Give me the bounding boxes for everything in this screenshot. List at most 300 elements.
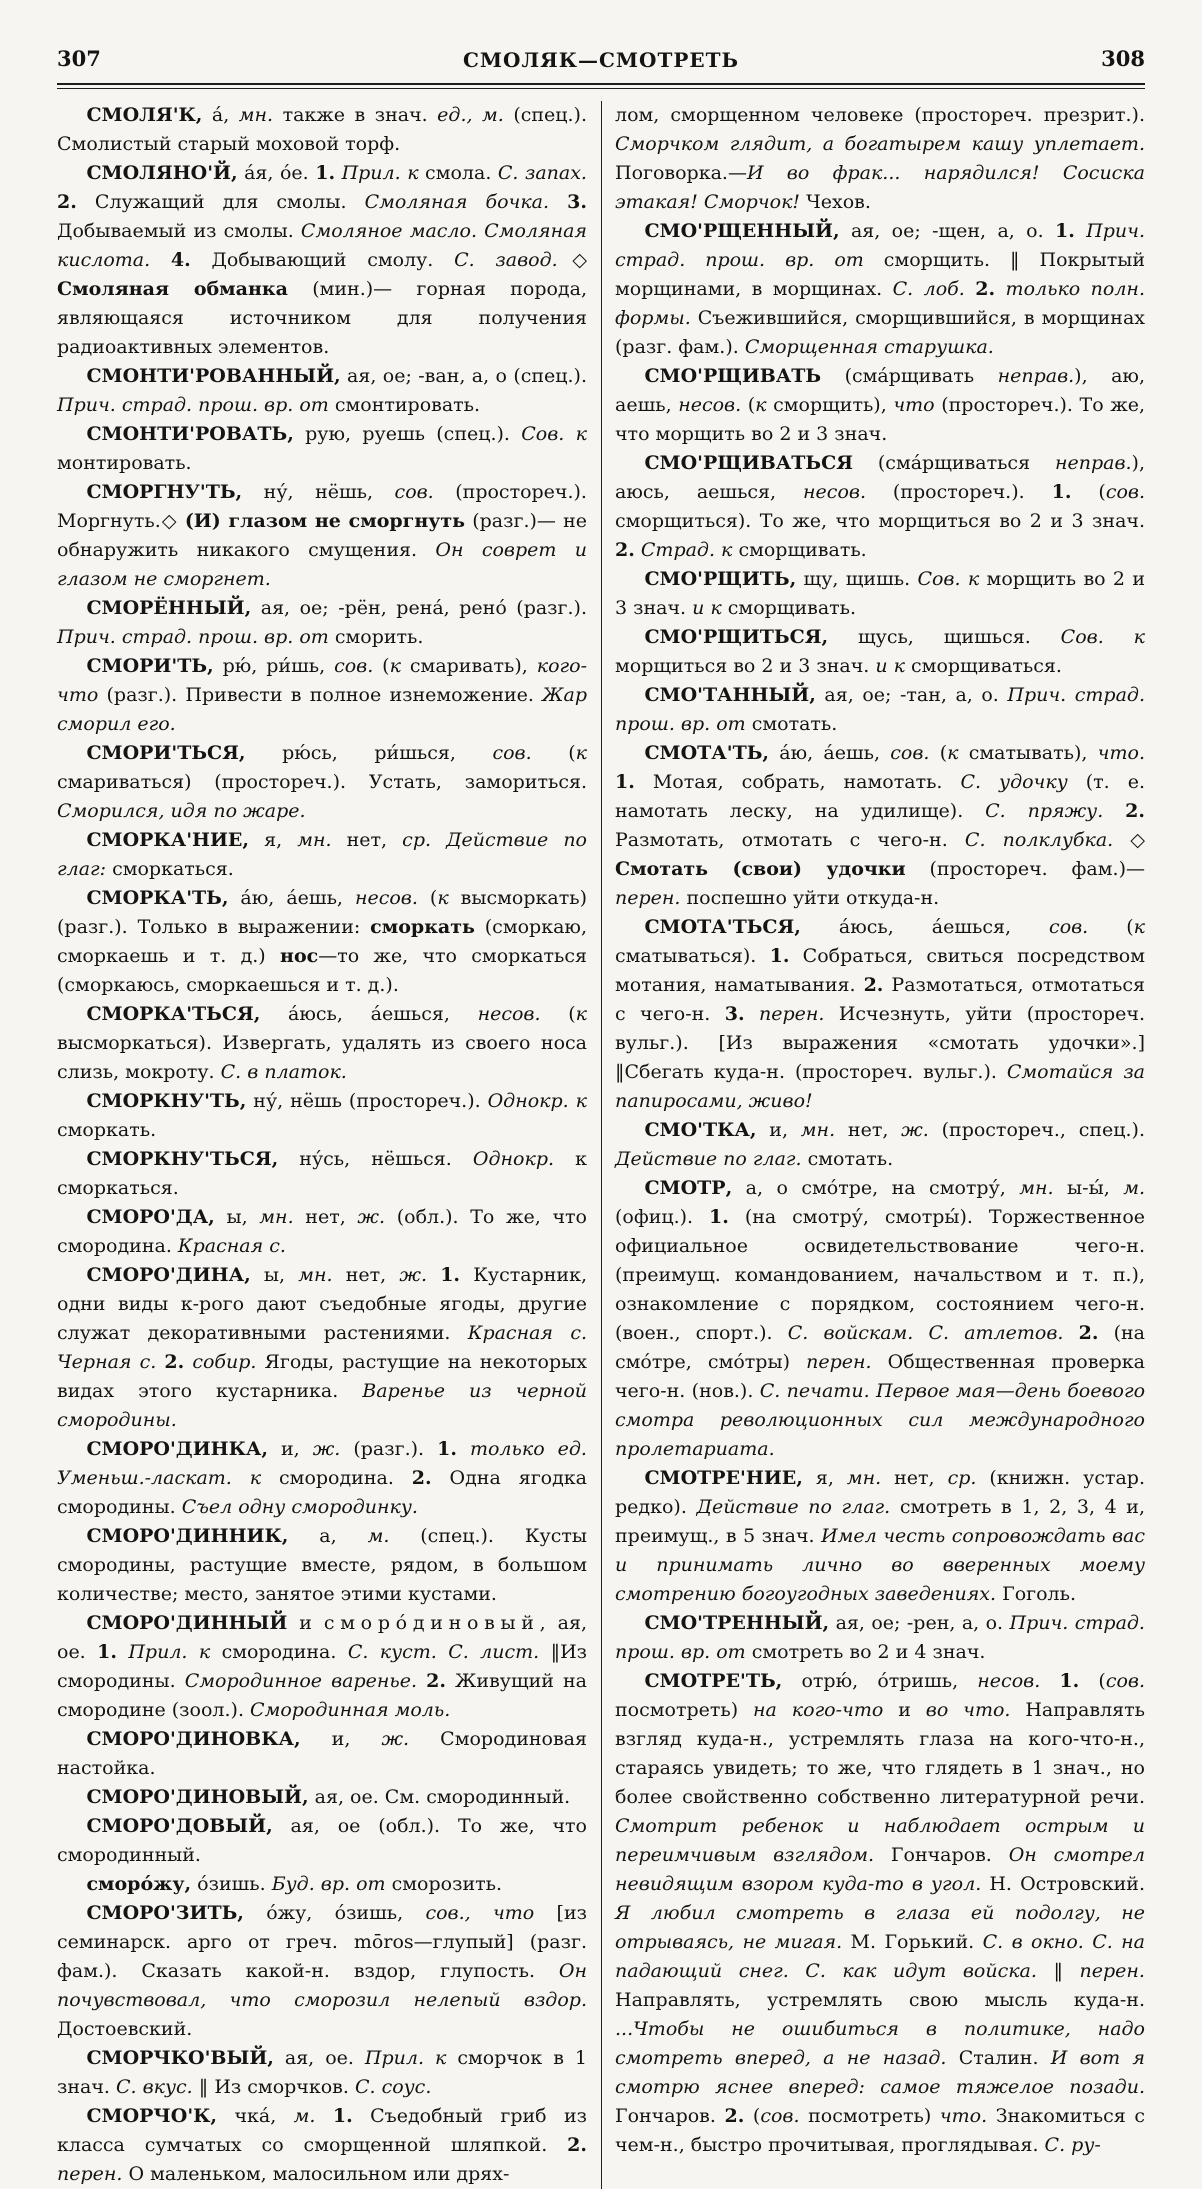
entry-segment: Размотать, отмотать с чего-н. <box>615 829 965 851</box>
entry-segment: сморкать <box>370 916 475 938</box>
entry-segment: С. запах. <box>497 162 587 184</box>
entry-segment: С. ру- <box>1044 2134 1101 2156</box>
entry-segment: ср. Действие по глаг: <box>57 829 587 880</box>
entry-segment: несов. <box>354 887 418 909</box>
headword: СМОРКА'ТЬ, <box>86 887 229 909</box>
entry-segment: посмотреть) <box>799 2105 940 2127</box>
entry-segment: нет, <box>835 1119 902 1141</box>
dictionary-entry <box>57 420 587 478</box>
entry-segment: собир. <box>192 1351 257 1373</box>
entry-segment: 2. <box>1125 800 1145 822</box>
entry-segment: я, <box>802 1467 847 1489</box>
dictionary-entry <box>615 362 1145 449</box>
entry-segment: ну́, нёшь (простореч.). <box>246 1090 488 1112</box>
dictionary-entry <box>57 739 587 826</box>
entry-segment: на кого-что <box>753 1699 884 1721</box>
entry-segment: также в знач. <box>273 104 438 126</box>
entry-segment: 1. <box>615 771 635 793</box>
entry-segment: Прич. страд. прош. вр. от <box>57 626 329 648</box>
entry-segment: нет, <box>332 1264 400 1286</box>
entry-segment <box>457 1438 470 1460</box>
entry-segment: (сма́рщиваться <box>853 452 1055 474</box>
entry-segment: С. печати. Первое мая—день боевого смотра революционных сил международного пролетариата. <box>615 1380 1146 1460</box>
entry-segment: Сов. к <box>521 423 587 445</box>
entry-segment: неправ. <box>1054 452 1132 474</box>
entry-segment <box>1063 1322 1078 1344</box>
entry-segment: Он почувствовал, что сморозил нелепый вздор. <box>57 1960 587 2011</box>
entry-segment: а́, <box>202 104 239 126</box>
entry-segment: нос <box>280 945 319 967</box>
dictionary-entry <box>57 1609 587 1725</box>
entry-segment: мн. <box>298 1264 333 1286</box>
entry-segment: Сморчком глядит, а богатырем кашу уплетает. <box>615 133 1145 155</box>
entry-segment: смородина. <box>261 1467 412 1489</box>
entry-segment: Прич. страд. прош. вр. от <box>615 684 1145 735</box>
entry-segment: к <box>437 887 449 909</box>
entry-segment: Смородиновая настойка. <box>57 1728 587 1779</box>
entry-segment: (офиц.). <box>615 1206 710 1228</box>
entry-segment: Добывающий смолу. <box>190 249 455 271</box>
entry-segment: смола. <box>418 162 498 184</box>
entry-segment: ая, ое. <box>273 2047 365 2069</box>
entry-segment <box>150 249 171 271</box>
entry-segment: (сма́рщивать <box>821 365 998 387</box>
entry-segment: сов. <box>334 655 374 677</box>
entry-segment: Страд. к <box>640 539 733 561</box>
entry-segment: Сов. к <box>1060 626 1145 648</box>
entry-segment: мн. <box>846 1467 882 1489</box>
entry-segment: высморкаться). Извергать, удалять из своего носа слизь, мокроту. <box>57 1032 587 1083</box>
entry-segment: смотать. <box>745 713 838 735</box>
diamond-icon: ◇ <box>160 510 185 532</box>
entry-segment: сморщить. ‖ Покрытый морщинами, в морщинах. <box>615 249 1145 300</box>
headword: СМОРКНУ'ТЬ, <box>86 1090 247 1112</box>
entry-segment: С. завод. <box>454 249 558 271</box>
entry-segment: ...Чтобы не ошибиться в политике, надо смотреть вперед, а не назад. <box>615 2018 1145 2069</box>
entry-segment: Исчезнуть, уйти (простореч. вульг.). [Из выражения «смотать удочки».] ‖Сбегать куда-н. (простореч. вульг.). <box>615 1003 1146 1083</box>
entry-segment: высморкать) (разг.). Только в выражении: <box>57 887 587 938</box>
entry-segment: 2. <box>567 2134 587 2156</box>
entry-segment: сморщиваться. <box>904 655 1062 677</box>
dictionary-entry <box>57 1000 587 1087</box>
headword: СМОРО'ДИННИК, <box>86 1525 289 1547</box>
entry-segment: перен. <box>1079 1960 1145 1982</box>
entry-segment: что. <box>1097 742 1145 764</box>
entry-segment: Н. Островский. <box>981 1873 1145 1895</box>
entry-segment <box>965 278 975 300</box>
entry-segment: Сов. к <box>917 568 980 590</box>
dictionary-entry <box>57 652 587 739</box>
entry-segment: Прич. страд. прош. вр. от <box>615 220 1145 271</box>
entry-segment: ( <box>540 1003 576 1025</box>
entry-segment: рю́, ри́шь, <box>213 655 335 677</box>
entry-segment: ая, ое. См. смородинный. <box>308 1786 571 1808</box>
entry-segment: сморо́диновый <box>323 1612 540 1634</box>
entry-segment: посмотреть) <box>615 1699 754 1721</box>
entry-segment: С. войскам. С. атлетов. <box>787 1322 1064 1344</box>
entry-segment: Съел одну смородинку. <box>181 1496 418 1518</box>
dictionary-entry <box>57 1203 587 1261</box>
dictionary-entry <box>57 1725 587 1783</box>
entry-segment: 1. <box>1059 1670 1080 1692</box>
text-columns <box>57 101 1145 2189</box>
entry-segment: Прил. к <box>128 1641 211 1663</box>
entry-segment: Смоляная бочка. <box>364 191 550 213</box>
entry-segment: Варенье из черной смородины. <box>57 1380 587 1431</box>
entry-segment: ‖Из смородины. <box>57 1641 588 1692</box>
dictionary-entry <box>57 101 587 159</box>
entry-segment: Красная с. Черная с. <box>57 1322 588 1373</box>
entry-segment <box>315 2105 332 2127</box>
diamond-icon: ◇ <box>1113 829 1145 851</box>
column-divider <box>601 101 602 2189</box>
entry-segment: перен. <box>758 1003 825 1025</box>
entry-segment: смотреть в 1, 2, 3, 4 и, преимущ., в 5 знач. <box>615 1496 1145 1547</box>
headword: СМОТР, <box>644 1177 733 1199</box>
entry-segment: (простореч. фам.)— <box>905 858 1145 880</box>
entry-segment: нет, <box>881 1467 948 1489</box>
entry-segment: а́юсь, а́ешься, <box>800 916 1050 938</box>
headword: СМО'ТАННЫЙ, <box>644 684 816 706</box>
headword: СМО'РЩИВАТЬСЯ <box>644 452 853 474</box>
dictionary-entry <box>57 884 587 1000</box>
entry-segment: (спец.). Смолистый старый моховой торф. <box>57 104 587 155</box>
headword: СМОРО'ДОВЫЙ, <box>86 1815 273 1837</box>
entry-segment: ), аю, аешь, <box>615 365 1145 416</box>
entry-segment: ж. <box>357 1206 386 1228</box>
entry-segment: Гончаров. <box>615 2105 725 2127</box>
entry-segment: Прил. к <box>364 2047 447 2069</box>
entry-segment: 2. <box>615 539 635 561</box>
entry-segment: Жар сморил его. <box>57 684 587 735</box>
entry-segment: сматывать), <box>958 742 1098 764</box>
entry-segment: (разг.). <box>340 1438 438 1460</box>
entry-segment: ы-ы́, <box>1053 1177 1124 1199</box>
entry-segment: мн. <box>1019 1177 1054 1199</box>
entry-segment: сов. <box>1105 481 1145 503</box>
entry-segment: 2. <box>411 1467 432 1489</box>
entry-segment: Смотрит ребенок и наблюдает острым и переимчивым взглядом. <box>615 1815 1145 1866</box>
entry-segment: перен. <box>806 1351 872 1373</box>
headword: СМОЛЯ'К, <box>86 104 203 126</box>
entry-segment: ну́сь, нёшься. <box>278 1148 473 1170</box>
entry-segment: (мин.)— горная порода, являющаяся источником для получения радиоактивных элементов. <box>57 278 587 358</box>
dictionary-entry <box>57 1261 587 1435</box>
entry-segment: сов. <box>1049 916 1089 938</box>
entry-segment: и <box>287 1612 324 1634</box>
entry-segment: 1. <box>437 1438 457 1460</box>
entry-segment: сморщить), <box>766 394 894 416</box>
entry-segment: Он соврет и глазом не сморгнет. <box>57 539 587 590</box>
entry-segment: 4. <box>170 249 191 271</box>
dictionary-entry <box>57 159 587 362</box>
entry-segment: ая, ое; -ван, а, о (спец.). <box>340 365 587 387</box>
entry-segment: м. <box>293 2105 316 2127</box>
entry-segment: а́ю, а́ешь, <box>769 742 891 764</box>
dictionary-entry <box>57 594 587 652</box>
entry-segment: Общественная проверка чего-н. (нов.). <box>615 1351 1146 1402</box>
entry-segment: 2. <box>863 974 884 996</box>
entry-segment: во что. <box>925 1699 1011 1721</box>
entry-segment: ая, ое; -щен, а, о. <box>839 220 1055 242</box>
entry-segment: 2. <box>426 1670 446 1692</box>
entry-segment: и, <box>267 1438 313 1460</box>
entry-segment: о́зишь. <box>191 1873 272 1895</box>
entry-segment: [из семинарск. арго от греч. mōros—глупый] (разг. фам.). Сказать какой-н. вздор, глупость. <box>57 1902 587 1982</box>
headword: СМОРО'ДИНОВКА, <box>86 1728 301 1750</box>
entry-segment: (простореч.). Моргнуть. <box>57 481 587 532</box>
entry-segment: ж. <box>901 1119 929 1141</box>
entry-segment: монтировать. <box>57 452 192 474</box>
entry-segment: чка́, <box>217 2105 294 2127</box>
entry-segment: несов. <box>977 1670 1041 1692</box>
entry-segment: Собраться, свиться посредством мотания, наматывания. <box>615 945 1145 996</box>
headword: СМОРКНУ'ТЬСЯ, <box>86 1148 279 1170</box>
entry-segment: сов. <box>1105 1670 1145 1692</box>
page-number-right: 308 <box>1101 46 1145 71</box>
entry-segment: сморозить. <box>385 1873 502 1895</box>
entry-segment: Кустарник, одни виды к-рого дают съедобные ягоды, другие служат декоративными растениями. <box>57 1264 587 1344</box>
entry-segment: ж. <box>312 1438 341 1460</box>
dictionary-entry <box>57 362 587 420</box>
entry-segment: кого-что <box>57 655 587 706</box>
entry-segment: Сталин. <box>946 2047 1051 2069</box>
entry-segment: к <box>389 655 401 677</box>
entry-segment: смородина. <box>210 1641 348 1663</box>
entry-segment: 1. <box>97 1641 117 1663</box>
entry-segment: Ягоды, растущие на некоторых видах этого кустарника. <box>57 1351 587 1402</box>
entry-segment: Достоевский. <box>57 2018 193 2040</box>
entry-segment: Смородинное варенье. <box>184 1670 418 1692</box>
entry-segment <box>1040 1670 1059 1692</box>
entry-segment: ( <box>1088 916 1134 938</box>
dictionary-entry <box>615 565 1145 623</box>
headword: СМОРО'ДИНОВЫЙ, <box>86 1786 309 1808</box>
headword: СМОРО'ЗИТЬ, <box>86 1902 244 1924</box>
entry-segment: несов. <box>803 481 866 503</box>
entry-segment: Буд. вр. от <box>271 1873 386 1895</box>
entry-segment: сов. <box>394 481 434 503</box>
dictionary-entry <box>57 2044 587 2102</box>
entry-segment: 1. <box>1054 220 1075 242</box>
right-column <box>615 101 1145 2189</box>
dictionary-entry <box>615 623 1145 681</box>
entry-segment: ( <box>1071 481 1106 503</box>
headword: СМОРИ'ТЬ, <box>86 655 214 677</box>
entry-segment: и к <box>692 597 722 619</box>
entry-segment: 1. <box>315 162 336 184</box>
entry-segment: (простореч., спец.). <box>928 1119 1145 1141</box>
entry-segment: С. удочку <box>960 771 1068 793</box>
entry-segment <box>427 1264 440 1286</box>
entry-segment: ( <box>744 2105 761 2127</box>
entry-segment: (спец.). Кусты смородины, растущие вместе, рядом, в большом количестве; место, занятое этими кустами. <box>57 1525 587 1605</box>
dictionary-entry <box>57 1087 587 1145</box>
entry-segment: 1. <box>1051 481 1072 503</box>
dictionary-entry <box>615 913 1145 1116</box>
entry-segment: 1. <box>709 1206 729 1228</box>
entry-segment: ж. <box>399 1264 427 1286</box>
headword: СМОТРЕ'НИЕ, <box>644 1467 803 1489</box>
headword: СМО'РЩИВАТЬ <box>644 365 822 387</box>
entry-segment: Прич. страд. прош. вр. от <box>615 1612 1145 1663</box>
entry-segment: (И) глазом не сморгнуть <box>184 510 466 532</box>
entry-segment: С. вкус. <box>116 2076 193 2098</box>
entry-segment <box>995 278 1005 300</box>
entry-segment: и, <box>300 1728 382 1750</box>
entry-segment: сов., что <box>425 1902 535 1924</box>
entry-segment: м. <box>367 1525 390 1547</box>
entry-segment: и <box>883 1699 926 1721</box>
dictionary-entry <box>615 1464 1145 1609</box>
entry-segment: Действие по глаг. <box>615 1148 802 1170</box>
entry-segment: ну́, нёшь, <box>242 481 395 503</box>
entry-segment: ( <box>929 742 948 764</box>
entry-segment: лом, сморщенном человеке (простореч. презрит.). <box>615 104 1145 126</box>
entry-segment: 1. <box>769 945 790 967</box>
headword: СМО'РЩИТЬСЯ, <box>644 626 829 648</box>
entry-segment: —то же, что сморкаться (сморкаюсь, сморкаешься и т. д.). <box>57 945 588 996</box>
entry-segment: щу, щишь. <box>796 568 918 590</box>
entry-segment: сморчок в 1 знач. <box>57 2047 587 2098</box>
entry-segment: перен. <box>615 887 681 909</box>
entry-segment: только полн. формы. <box>615 278 1145 329</box>
entry-segment: щусь, щишься. <box>828 626 1061 648</box>
entry-segment: мн. <box>238 104 274 126</box>
entry-segment: 3. <box>724 1003 745 1025</box>
headword: СМО'РЩИТЬ, <box>644 568 797 590</box>
page-header <box>57 46 1145 76</box>
entry-segment: перен. <box>57 2163 123 2185</box>
entry-segment: мн. <box>297 829 332 851</box>
dictionary-entry <box>615 1609 1145 1667</box>
entry-segment: рю́сь, ри́шься, <box>245 742 493 764</box>
entry-segment: сморкать. <box>57 1119 157 1141</box>
entry-segment: , ая, ое. <box>57 1612 587 1663</box>
entry-segment: (сморкаю, сморкаешь и т. д.) <box>57 916 587 967</box>
entry-segment: смариваться) (простореч.). Устать, замориться. <box>57 771 587 793</box>
entry-segment: Смотайся за папиросами, живо! <box>615 1061 1146 1112</box>
entry-segment: а, о смо́тре, на смотру́, <box>732 1177 1020 1199</box>
entry-segment: ‖ Из сморчков. <box>192 2076 355 2098</box>
entry-segment: Мотая, собрать, намотать. <box>634 771 961 793</box>
entry-segment: И во фрак... нарядился! Сосиска этакая! Сморчок! <box>615 162 1145 213</box>
entry-segment: ая, ое; -рён, рена́, рено́ (разг.). <box>251 597 587 619</box>
entry-segment: Знакомиться с чем-н., быстро прочитывая, проглядывая. <box>615 2105 1145 2156</box>
entry-segment: ая, ое; -рен, а, о. <box>829 1612 1010 1634</box>
entry-segment: и, <box>756 1119 801 1141</box>
headword: СМОРЁННЫЙ, <box>86 597 252 619</box>
entry-segment: 2. <box>1078 1322 1099 1344</box>
headword: СМОТРЕ'ТЬ, <box>644 1670 783 1692</box>
headword: СМОРИ'ТЬСЯ, <box>86 742 246 764</box>
entry-segment: ы, <box>250 1264 299 1286</box>
entry-segment: Имел честь сопровождать вас и принимать лично во вверенных моему смотрению богоугодных заведениях. <box>615 1525 1145 1605</box>
entry-segment: 2. <box>975 278 996 300</box>
headword: СМОРГНУ'ТЬ, <box>86 481 243 503</box>
entry-segment: что. <box>939 2105 988 2127</box>
dictionary-entry <box>57 478 587 594</box>
entry-segment: (простореч.). То же, что морщить во 2 и 3 знач. <box>615 394 1145 445</box>
entry-segment: С. в окно. С. на падающий снег. С. как идут войска. <box>615 1931 1145 1982</box>
entry-segment: сов. <box>760 2105 800 2127</box>
entry-segment: ‖ <box>1036 1960 1080 1982</box>
entry-segment: Размотаться, отмотаться с чего-н. <box>615 974 1145 1025</box>
entry-segment: рую, руешь (спец.). <box>293 423 522 445</box>
entry-segment: Служащий для смолы. <box>76 191 365 213</box>
entry-segment: ая, ое; -тан, а, о. <box>815 684 1008 706</box>
entry-segment: ( <box>1079 1670 1106 1692</box>
headword: СМОРО'ДА, <box>86 1206 215 1228</box>
entry-segment: Я любил смотреть в глаза ей подолгу, не отрываясь, не мигая. <box>615 1902 1145 1953</box>
entry-segment: Направлять, устремлять свою мысль куда-н. <box>615 1989 1145 2011</box>
entry-segment: Поговорка.— <box>615 162 747 184</box>
header-rule <box>57 83 1145 89</box>
headword: СМОРКА'НИЕ, <box>86 829 250 851</box>
dictionary-entry <box>615 449 1145 565</box>
entry-segment <box>549 191 567 213</box>
entry-segment: 3. <box>567 191 587 213</box>
dictionary-entry <box>57 826 587 884</box>
dictionary-entry <box>57 1812 587 1870</box>
headword: СМО'ТКА, <box>644 1119 757 1141</box>
entry-segment: морщиться во 2 и 3 знач. <box>615 655 876 677</box>
entry-segment: Прич. страд. прош. вр. от <box>57 394 329 416</box>
dictionary-entry <box>615 1667 1145 2160</box>
entry-segment: Смоляное масло. Смоляная кислота. <box>57 220 588 271</box>
entry-segment: С. в платок. <box>220 1061 347 1083</box>
entry-segment: Направлять взгляд куда-н., устремлять глаза на кого-что-н., стараясь увидеть; то же, что глядеть в 1 знач., но более свойственно собственно литературной речи. <box>615 1699 1146 1808</box>
entry-segment: а́я, о́е. <box>237 162 316 184</box>
entry-segment: я, <box>249 829 298 851</box>
entry-segment: смотреть во 2 и 4 знач. <box>745 1641 986 1663</box>
entry-segment: несов. <box>477 1003 541 1025</box>
entry-segment: Одна ягодка смородины. <box>57 1467 587 1518</box>
entry-segment: О маленьком, малосильном или дрях- <box>122 2163 510 2185</box>
headword: СМО'ТРЕННЫЙ, <box>644 1612 830 1634</box>
entry-segment: сморщивать. <box>721 597 857 619</box>
entry-segment: о́жу, о́зишь, <box>243 1902 426 1924</box>
entry-segment: Съедобный гриб из класса сумчатых со сморщенной шляпкой. <box>57 2105 588 2156</box>
entry-segment: С. пряжу. <box>985 800 1104 822</box>
entry-segment: ( <box>531 742 576 764</box>
dictionary-entry <box>57 1522 587 1609</box>
entry-segment: Действие по глаг. <box>696 1496 891 1518</box>
entry-segment: и к <box>875 655 905 677</box>
entry-segment: С. куст. С. лист. <box>347 1641 540 1663</box>
headword: СМОРЧО'К, <box>86 2105 218 2127</box>
entry-segment: а́юсь, а́ешься, <box>260 1003 478 1025</box>
entry-segment: 1. <box>332 2105 353 2127</box>
entry-segment: поспешно уйти откуда-н. <box>680 887 940 909</box>
entry-segment: (разг.). Привести в полное изнеможение. <box>98 684 543 706</box>
entry-segment: С. полклубка. <box>964 829 1114 851</box>
entry-segment: Чехов. <box>800 191 871 213</box>
entry-segment: Он смотрел невидящим взором куда-то в угол. <box>615 1844 1145 1895</box>
entry-segment: С. лоб. <box>892 278 965 300</box>
headword: сморо́жу, <box>86 1873 192 1895</box>
entry-segment: что <box>893 394 935 416</box>
entry-segment: мн. <box>259 1206 294 1228</box>
dictionary-entry <box>615 1174 1145 1464</box>
entry-segment: (книжн. устар. редко). <box>615 1467 1145 1518</box>
dictionary-entry <box>615 217 1145 362</box>
entry-segment: И вот я смотрю яснее вперед: самое тяжелое позади. <box>615 2047 1145 2098</box>
entry-segment: 2. <box>57 191 77 213</box>
entry-segment: сматываться). <box>615 945 770 967</box>
entry-segment: смонтировать. <box>328 394 481 416</box>
entry-segment: Однокр. к <box>487 1090 587 1112</box>
